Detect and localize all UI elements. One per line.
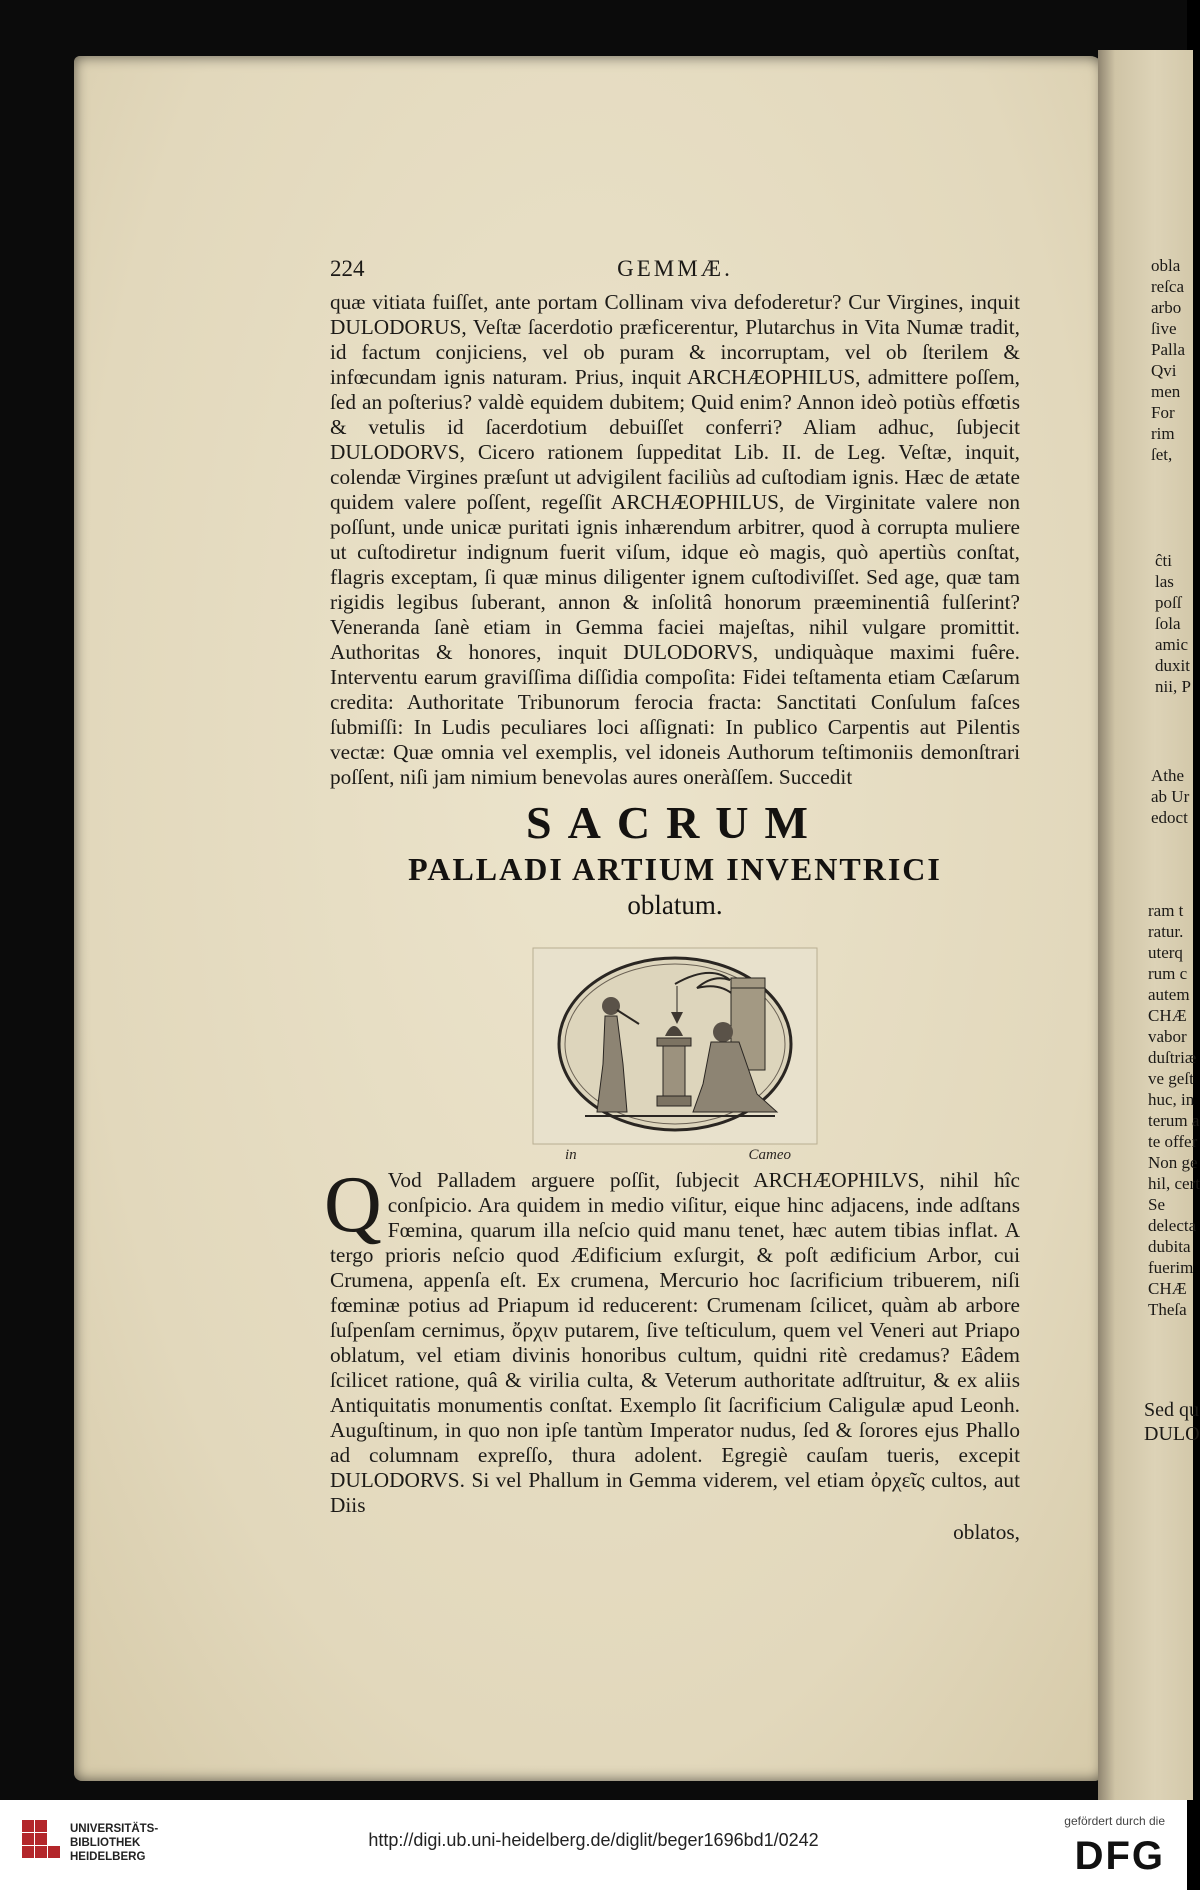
title-line-3: oblatum. bbox=[627, 890, 723, 920]
library-name-line-1: UNIVERSITÄTS- bbox=[70, 1823, 159, 1835]
section-title bbox=[330, 796, 1020, 922]
title-line-1: SACRUM bbox=[526, 797, 824, 848]
title-line-2: PALLADI ARTIUM INVENTRICI bbox=[408, 851, 942, 887]
adjacent-page-text-4: ram t ratur. uterq rum c autem CHÆ vabor duſtriæ ve geſt huc, in terum a te offer Non ge hil, cert Se delecta dubita fuerim CHÆ Theſa bbox=[1148, 901, 1200, 1319]
adjacent-page-text-5: Sed qu DULO bbox=[1144, 1399, 1200, 1445]
running-head bbox=[330, 256, 1020, 290]
library-name-line-3: HEIDELBERG bbox=[70, 1851, 146, 1863]
paragraph-gem-text: Vod Palladem arguere poſſit, ſubjecit ARCHÆOPHILVS, nihil hîc conſpicio. Ara quidem in medio viſitur, eique hinc adjacens, inde adſtans Fœmina, quarum illa neſcio quid manu tenet, hæc autem tibias inflat. A tergo prioris neſcio quod Ædificium exſurgit, & poſt ædificium Arbor, cui Crumena, appenſa eſt. Ex crumena, Mercurio hoc ſacrificium tribuerem, niſi fœminæ potius ad Priapum id reducerent: Crumenam ſcilicet, quàm ab arbore ſuſpenſam cernimus, ὄρχιν putarem, ſive teſticulum, quem vel Veneri aut Priapo oblatum, vel etiam divinis honoribus cultum, quidni ritè credamus? Eâdem ſcilicet ratione, quâ & virilia culta, & Veterum authoritate adſtruitur, & ex aliis Antiquitatis monumentis conſtat. Exemplo ſit ſacrificium Caligulæ apud Leonh. Auguſtinum, in quo non ipſe tantùm Imperator nudus, ſed & ſorores ejus Phallo ad columnam expreſſo, thura adolent. Egregiè cauſam tueris, excepit DULODORVS. Si vel Phallum in Gemma viderem, vel etiam ὀρχεῖς cultos, aut Diis bbox=[330, 1168, 1020, 1517]
library-name-line-2: BIBLIOTHEK bbox=[70, 1837, 141, 1849]
running-title: GEMMÆ. bbox=[617, 256, 733, 281]
page-number: 224 bbox=[330, 256, 365, 281]
paragraph-dialogue-vesta: quæ vitiata fuiſſet, ante portam Collinam viva defoderetur? Cur Virgines, inquit DULODORUS, Veſtæ ſacerdotio præficerentur, Plutarchus in Vita Numæ tradit, id factum conjiciens, vel ob puram & incorruptam, vel ob ſterilem & infœcundam ignis naturam. Prius, inquit ARCHÆOPHILUS, admittere poſſem, ſed an poſterius? valdè equidem dubitem; Quid enim? Annon ideò potiùs effœtis & vetulis id ſacerdotium debuiſſet conferri? Aliam adhuc, ſubjecit DULODORVS, Cicero rationem ſuppeditat Lib. II. de Leg. Veſtæ, inquit, colendæ Virgines præſunt ut advigilent faciliùs ad cuſtodiam ignis. Hæc de ætate quidem valere poſſent, regeſſit ARCHÆOPHILUS, de Virginitate valere non poſſunt, unde unicæ puritati ignis inhærendum arbitrer, quod à corrupta muliere ut cuſtodiretur indignum fuerit viſum, idque eò magis, quò apertiùs conſtat, flagris exceptam, ſi quæ minus diligenter ignem cuſtodiviſſet. Sed age, quæ tam rigidis legibus ſuberant, annon & inſolitâ honorum præeminentiâ fulſerint? Veneranda ſanè etiam in Gemma faciei majeſtas, nihil vulgare promittit. Authoritas & honores, inquit DULODORVS, undiquàque maximi fuêre. Interventu earum graviſſima diſſidia compoſita: Fidei teſtamenta etiam Cæſarum credita: Authoritate Tribunorum ferocia fracta: Sanctitati Conſulum faſces ſubmiſſi: In Ludis peculiares loci aſſignati: In publico Carpentis aut Pilentis vectæ: Quæ omnia vel exemplis, vel idoneis Authorum teſtimoniis demonſtrari poſſent, niſi jam nimium benevolas aures oneràſſem. Succedit bbox=[330, 290, 1020, 789]
gem-engraving bbox=[525, 944, 825, 1163]
funded-by-label: gefördert durch die bbox=[1064, 1814, 1165, 1828]
viewer-footer bbox=[0, 1800, 1187, 1890]
drop-cap: Q bbox=[324, 1161, 382, 1249]
gem-engraving-image bbox=[525, 944, 825, 1154]
paragraph-gem-description bbox=[324, 1161, 1020, 1518]
adjacent-page bbox=[1098, 50, 1200, 1800]
page-content bbox=[324, 256, 1020, 1545]
figure-caption-left: in bbox=[565, 1147, 577, 1163]
figure-caption-right: Cameo bbox=[748, 1147, 791, 1163]
adjacent-page-text-1: obla reſca arbo ſive Palla Qvi men For rim ſet, bbox=[1151, 256, 1185, 464]
adjacent-page-text-3: Athe ab Ur edoct bbox=[1151, 766, 1190, 827]
catchword: oblatos, bbox=[953, 1520, 1020, 1544]
permalink-url[interactable]: http://digi.ub.uni-heidelberg.de/diglit/beger1696bd1/0242 bbox=[368, 1830, 819, 1850]
dfg-logo: DFG bbox=[1074, 1834, 1165, 1878]
adjacent-page-text-2: ĉti las poſſ ſola amic duxit nii, P bbox=[1155, 551, 1191, 696]
